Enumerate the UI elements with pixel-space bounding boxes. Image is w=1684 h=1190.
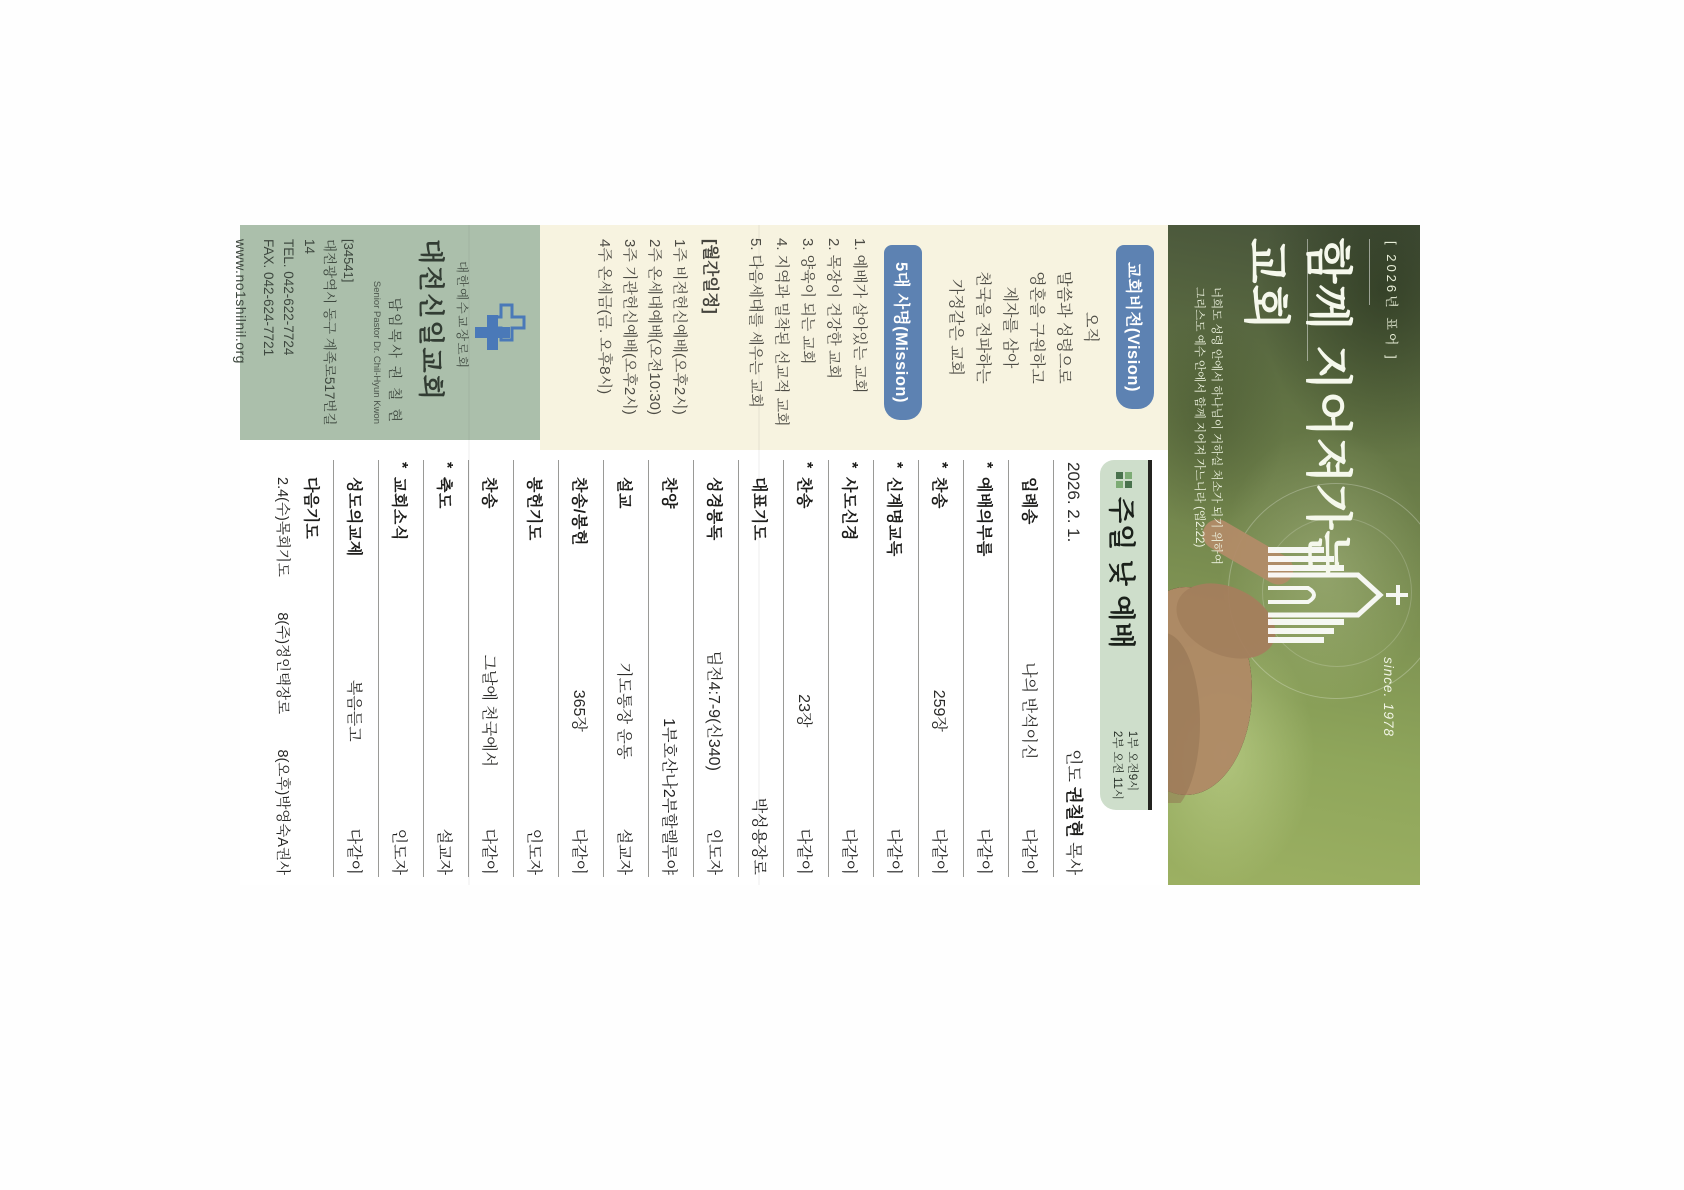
vision-text — [942, 225, 1104, 430]
mission-item: 5. 다음세대를 세우는 교회 — [747, 238, 764, 408]
row-label: 찬송/봉헌 — [570, 477, 588, 546]
scripture-line2: 그리스도 예수 안에서 함께 지어져 가느니라 (엡2:22) — [1193, 287, 1205, 548]
postal-code: [34541] — [341, 239, 356, 283]
service-time-2: 2부 오전 11시 — [1111, 730, 1123, 800]
service-title: 주일 낮 예배 — [1106, 497, 1137, 650]
row-label: 축도 — [435, 477, 453, 509]
row-label: 봉헌기도 — [525, 477, 543, 541]
order-row — [423, 460, 468, 877]
scripture-line1: 너희도 성령 안에서 하나님이 거하실 처소가 되기 위하여 — [1210, 287, 1222, 565]
row-performer: 다같이 — [840, 828, 858, 875]
row-performer: 다같이 — [885, 828, 903, 875]
church-address: 대전광역시 동구 계족로517번길14 — [301, 239, 337, 426]
order-row — [918, 460, 963, 877]
row-label: 찬송 — [795, 477, 813, 509]
vision-line: 말씀과 성령으로 — [1055, 271, 1072, 384]
mission-badge: 5대 사명(Mission) — [884, 245, 922, 420]
row-value: 23장 — [795, 694, 813, 728]
order-row — [828, 460, 873, 877]
row-performer: 다같이 — [930, 828, 948, 875]
order-of-worship-table — [333, 460, 1054, 877]
row-label: 찬송 — [930, 477, 948, 509]
row-value: 복음듣고 — [345, 679, 363, 742]
order-row — [738, 460, 783, 877]
fold-crease — [758, 225, 760, 885]
service-date-row — [1054, 460, 1088, 877]
order-row — [558, 460, 603, 877]
squares-icon — [1116, 472, 1132, 488]
cover-title-line1: 함께 지어져가는 — [1302, 238, 1355, 577]
row-performer: 설교자 — [615, 828, 633, 875]
order-row — [378, 460, 423, 877]
row-star: * — [393, 462, 410, 469]
row-label: 대표기도 — [750, 477, 768, 541]
vision-badge: 교회비전(Vision) — [1116, 245, 1154, 409]
leader-suffix: 목사 — [1064, 837, 1083, 875]
worship-order-section — [240, 450, 1168, 885]
row-performer: 다같이 — [480, 828, 498, 875]
mission-item: 3. 양육이 되는 교회 — [799, 238, 816, 365]
mission-item: 1. 예배가 살아있는 교회 — [851, 238, 868, 394]
order-row — [333, 460, 378, 877]
row-label: 예배의부름 — [975, 477, 993, 557]
row-label: 찬송 — [480, 477, 498, 509]
row-performer: 1부호산나2부할렐루야 — [660, 718, 678, 875]
church-fax: FAX. 042-624-7721 — [261, 239, 277, 357]
order-row — [648, 460, 693, 877]
row-value: 259장 — [930, 689, 948, 732]
vision-line: 영혼을 구원하고 — [1028, 271, 1045, 384]
next-prayer-label: 다음기도 — [302, 477, 319, 539]
row-performer: 인도자 — [705, 828, 723, 875]
row-value: 나의 반석이신 — [1020, 662, 1038, 760]
monthly-item: 2주 온세대예배(오전10:30) — [646, 239, 663, 415]
church-cross-logo — [474, 297, 526, 355]
row-performer: 다같이 — [975, 828, 993, 875]
row-star: * — [798, 462, 815, 469]
bulletin-document — [233, 225, 1420, 885]
rotated-document-wrapper — [233, 225, 1420, 885]
vision-line: 제자를 삼아 — [1001, 286, 1018, 369]
title-decor-line-mid — [1307, 239, 1308, 361]
monthly-item: 1주 비전헌신예배(오후2시) — [671, 239, 688, 415]
monthly-schedule-title: [월간일정] — [701, 239, 719, 314]
row-performer: 다같이 — [1020, 828, 1038, 875]
church-contact — [258, 239, 339, 428]
pastor-name-english: Senior Pastor Dr. Chil-Hyun Kwon — [371, 280, 382, 424]
since-label: since. 1978 — [1381, 657, 1396, 738]
next-prayer-items — [273, 477, 294, 875]
row-star: * — [843, 462, 860, 469]
row-star: * — [933, 462, 950, 469]
next-prayer-item: 8(주)정인택장로 — [274, 612, 290, 715]
monthly-item: 4주 온세금(금. 오후8시) — [596, 239, 613, 395]
leader-prefix: 인도 — [1064, 749, 1083, 787]
fold-crease — [468, 225, 470, 885]
row-performer: 인도자 — [525, 828, 543, 875]
row-value: 365장 — [570, 689, 588, 732]
vision-line: 천국을 전파하는 — [974, 271, 991, 384]
bulletin-body — [233, 225, 1168, 885]
service-date: 2026. 2. 1. — [1064, 462, 1083, 543]
church-name: 대전신일교회 — [416, 239, 446, 402]
order-row — [783, 460, 828, 877]
row-star: * — [438, 462, 455, 469]
order-row — [513, 460, 558, 877]
service-times — [1109, 731, 1139, 800]
order-row — [873, 460, 918, 877]
row-label: 성경봉독 — [705, 477, 723, 541]
leader-name: 권칠현 — [1064, 786, 1084, 838]
order-row — [468, 460, 513, 877]
denomination-label: 대한예수교장로회 — [455, 261, 469, 370]
row-value: 딤전4:7-9(신340) — [705, 650, 723, 771]
row-label: 설교 — [615, 477, 633, 509]
row-label: 교회소식 — [390, 477, 408, 541]
vision-mission-panel — [540, 225, 1168, 450]
monthly-item: 3주 기관헌신예배(오후2시) — [621, 239, 638, 415]
order-row — [963, 460, 1008, 877]
row-label: 신계명교독 — [885, 477, 903, 557]
row-value: 기도통장 운동 — [615, 662, 633, 760]
info-sidebar — [233, 225, 1168, 450]
row-label: 사도신경 — [840, 477, 858, 541]
monthly-schedule-list — [592, 239, 692, 450]
row-performer: 다같이 — [795, 828, 813, 875]
mission-item: 4. 지역과 밀착된 선교적 교회 — [773, 238, 790, 427]
row-label: 성도의교제 — [345, 477, 363, 557]
order-row — [603, 460, 648, 877]
row-performer: 다같이 — [570, 828, 588, 875]
next-prayer-item: 2.4(수)목회기도 — [274, 477, 290, 577]
row-star: * — [888, 462, 905, 469]
row-value: 그날에 천국에서 — [480, 654, 498, 768]
service-title-band — [1100, 460, 1152, 810]
church-tel: TEL. 042-622-7724 — [281, 239, 297, 356]
mission-list — [742, 238, 872, 450]
mission-item: 2. 목장이 건강한 교회 — [825, 238, 842, 379]
row-performer: 설교자 — [435, 828, 453, 875]
church-info-panel — [233, 225, 540, 440]
row-performer: 다같이 — [345, 828, 363, 875]
vision-line: 가정같은 교회 — [947, 278, 964, 377]
row-performer: 인도자 — [390, 828, 408, 875]
order-row — [1008, 460, 1053, 877]
row-performer: 박성용장로 — [750, 797, 768, 875]
row-star: * — [978, 462, 995, 469]
row-label: 찬양 — [660, 477, 678, 509]
vision-line: 오직 — [1082, 312, 1099, 343]
title-decor-line-top — [1369, 239, 1370, 305]
cover-banner — [1168, 225, 1420, 885]
service-time-1: 1부 오전9시 — [1126, 730, 1138, 792]
cover-scripture — [1190, 287, 1224, 565]
row-label: 입례송 — [1020, 477, 1038, 525]
next-prayer-item: 8(오후)박영숙A권사 — [274, 749, 290, 875]
pastor-name: 담임목사 권 칠 현 — [387, 297, 403, 424]
cover-title-line2: 교회 — [1240, 238, 1293, 331]
order-row — [693, 460, 738, 877]
service-leader — [1062, 749, 1088, 875]
church-website: www.no1shilnil.org — [233, 239, 249, 364]
year-slogan-tag: [ 2026년 표어 ] — [1384, 241, 1399, 362]
